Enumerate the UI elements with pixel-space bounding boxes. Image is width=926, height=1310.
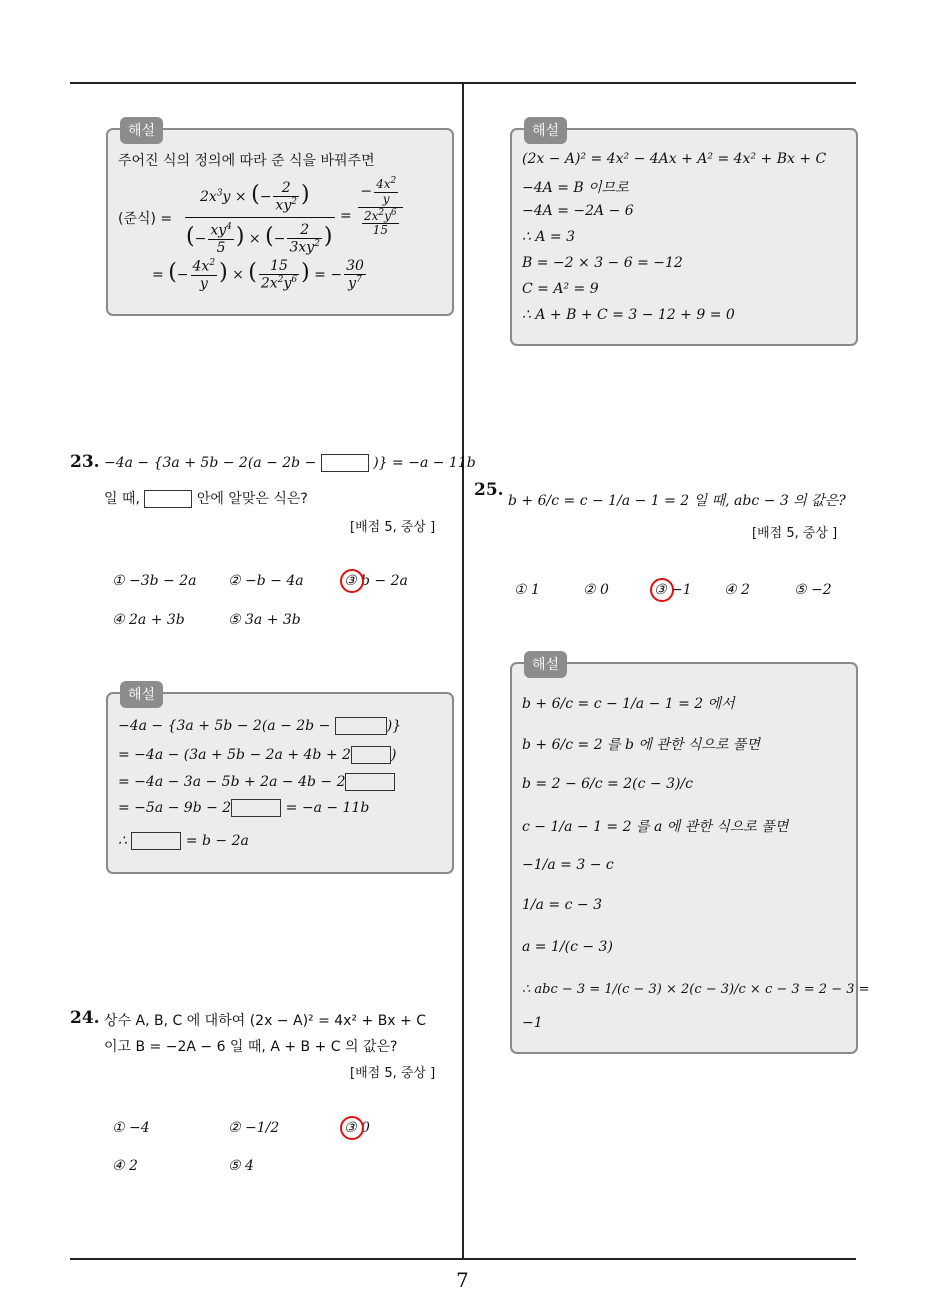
answer-circle-mark xyxy=(650,578,674,602)
choice-5[interactable]: ⑤ 4 xyxy=(228,1158,254,1174)
solution-line: = −4a − 3a − 5b + 2a − 4b − 2 xyxy=(118,773,395,791)
choice-1[interactable]: ① −3b − 2a xyxy=(112,573,197,589)
solution-line: C = A² = 9 xyxy=(522,281,599,297)
answer-circle-mark xyxy=(340,569,364,593)
question-number: 24. xyxy=(70,1008,100,1028)
choice-3-label: ③ b − 2a xyxy=(344,573,408,589)
solution-line: ∴ = b − 2a xyxy=(118,833,249,849)
solution-line: b = 2 − 6/c = 2(c − 3)/c xyxy=(522,776,693,792)
solution-line: ∴ A = 3 xyxy=(522,229,576,245)
solution-line: 1/a = c − 3 xyxy=(522,897,602,913)
solution-line: a = 1/(c − 3) xyxy=(522,939,613,955)
solution-line: −4a − {3a + 5b − 2(a − 2b − )} xyxy=(118,718,402,734)
question-text-a: 일 때, xyxy=(104,491,140,507)
solution-fraction-bar xyxy=(185,217,335,218)
score-label: [배점 5, 중상 ] xyxy=(752,526,838,541)
solution-line: −4A = B 이므로 xyxy=(522,180,629,196)
choice-5[interactable]: ⑤ 3a + 3b xyxy=(228,612,301,628)
choice-1[interactable]: ① −4 xyxy=(112,1120,150,1136)
answer-circle-mark xyxy=(340,1116,364,1140)
question-number: 23. xyxy=(70,452,100,472)
solution-fraction-denominator: (− $\frac{xy^4}{5}$ ) × (− $\frac{2}{3xy^2}$ ) xyxy=(186,222,333,256)
choice-3-label: ③ 0 xyxy=(344,1120,370,1136)
answer-blank xyxy=(144,490,192,508)
question-text: 이고 B = −2A − 6 일 때, A + B + C 의 값은? xyxy=(104,1039,398,1055)
solution-result-line: = (− $\frac{4x^2}{y}$ ) × ( $\frac{15}{2x^2y^6}$ ) = − $\frac{30}{y^7}$ xyxy=(152,258,364,292)
question-text xyxy=(104,488,308,508)
solution-label: (준식) = xyxy=(118,211,173,227)
solution-line: −1 xyxy=(522,1015,543,1031)
choice-1[interactable]: ① 1 xyxy=(514,582,540,598)
bottom-rule xyxy=(70,1258,856,1260)
choice-3[interactable] xyxy=(344,573,408,589)
solution-line: −4A = −2A − 6 xyxy=(522,203,634,219)
solution-line: ∴ abc − 3 = 1/(c − 3) × 2(c − 3)/c × c − 3 = 2 − 3 = xyxy=(522,982,870,997)
solution-line: b + 6/c = 2 를 b 에 관한 식으로 풀면 xyxy=(522,737,760,753)
solution-line: B = −2 × 3 − 6 = −12 xyxy=(522,255,683,271)
solution-line: ∴ A + B + C = 3 − 12 + 9 = 0 xyxy=(522,307,735,323)
question-text: b + 6/c = c − 1/a − 1 = 2 일 때, abc − 3 의 값은? xyxy=(508,493,846,509)
solution-line: (2x − A)² = 4x² − 4Ax + A² = 4x² + Bx + C xyxy=(522,151,827,167)
question-text: 상수 A, B, C 에 대하여 (2x − A)² = 4x² + Bx + C xyxy=(104,1013,427,1029)
answer-blank xyxy=(321,454,369,472)
solution-tag: 해설 xyxy=(120,681,163,708)
choice-2[interactable]: ② 0 xyxy=(583,582,609,598)
score-label: [배점 5, 중상 ] xyxy=(350,1066,436,1081)
choice-2[interactable]: ② −1/2 xyxy=(228,1120,280,1136)
solution-right-fraction: − $\frac{4x^2}{y}$ $\frac{2x^2y^6}{15}$ xyxy=(356,176,405,238)
choice-3[interactable] xyxy=(654,582,692,598)
solution-line: c − 1/a − 1 = 2 를 a 에 관한 식으로 풀면 xyxy=(522,819,789,835)
choice-2[interactable]: ② −b − 4a xyxy=(228,573,304,589)
solution-line: b + 6/c = c − 1/a − 1 = 2 에서 xyxy=(522,696,735,712)
solution-text: 주어진 식의 정의에 따라 준 식을 바꿔주면 xyxy=(118,153,375,169)
solution-tag: 해설 xyxy=(524,651,567,678)
expr-left: −4a − {3a + 5b − 2(a − 2b − xyxy=(104,455,317,471)
question-text-b: 안에 알맞은 식은? xyxy=(196,491,308,507)
choice-4[interactable]: ④ 2 xyxy=(724,582,750,598)
choice-4[interactable]: ④ 2 xyxy=(112,1158,138,1174)
question-expression xyxy=(104,454,476,472)
choice-3[interactable] xyxy=(344,1120,370,1136)
choice-4[interactable]: ④ 2a + 3b xyxy=(112,612,185,628)
choice-3-label: ③ −1 xyxy=(654,582,692,598)
choice-5[interactable]: ⑤ −2 xyxy=(794,582,832,598)
question-number: 25. xyxy=(474,480,504,500)
score-label: [배점 5, 중상 ] xyxy=(350,520,436,535)
solution-equals: = xyxy=(340,208,352,224)
solution-line: −1/a = 3 − c xyxy=(522,857,614,873)
solution-tag: 해설 xyxy=(524,117,567,144)
solution-fraction-numerator: $2x^3y$ × (− $\frac{2}{xy^2}$ ) xyxy=(200,180,310,214)
solution-line: = −4a − (3a + 5b − 2a + 4b + 2 ) xyxy=(118,747,397,763)
solution-tag: 해설 xyxy=(120,117,163,144)
page-number: 7 xyxy=(456,1268,469,1292)
solution-line: = −5a − 9b − 2 = −a − 11b xyxy=(118,800,370,816)
column-divider xyxy=(462,82,464,1260)
expr-right: )} = −a − 11b xyxy=(373,455,476,471)
